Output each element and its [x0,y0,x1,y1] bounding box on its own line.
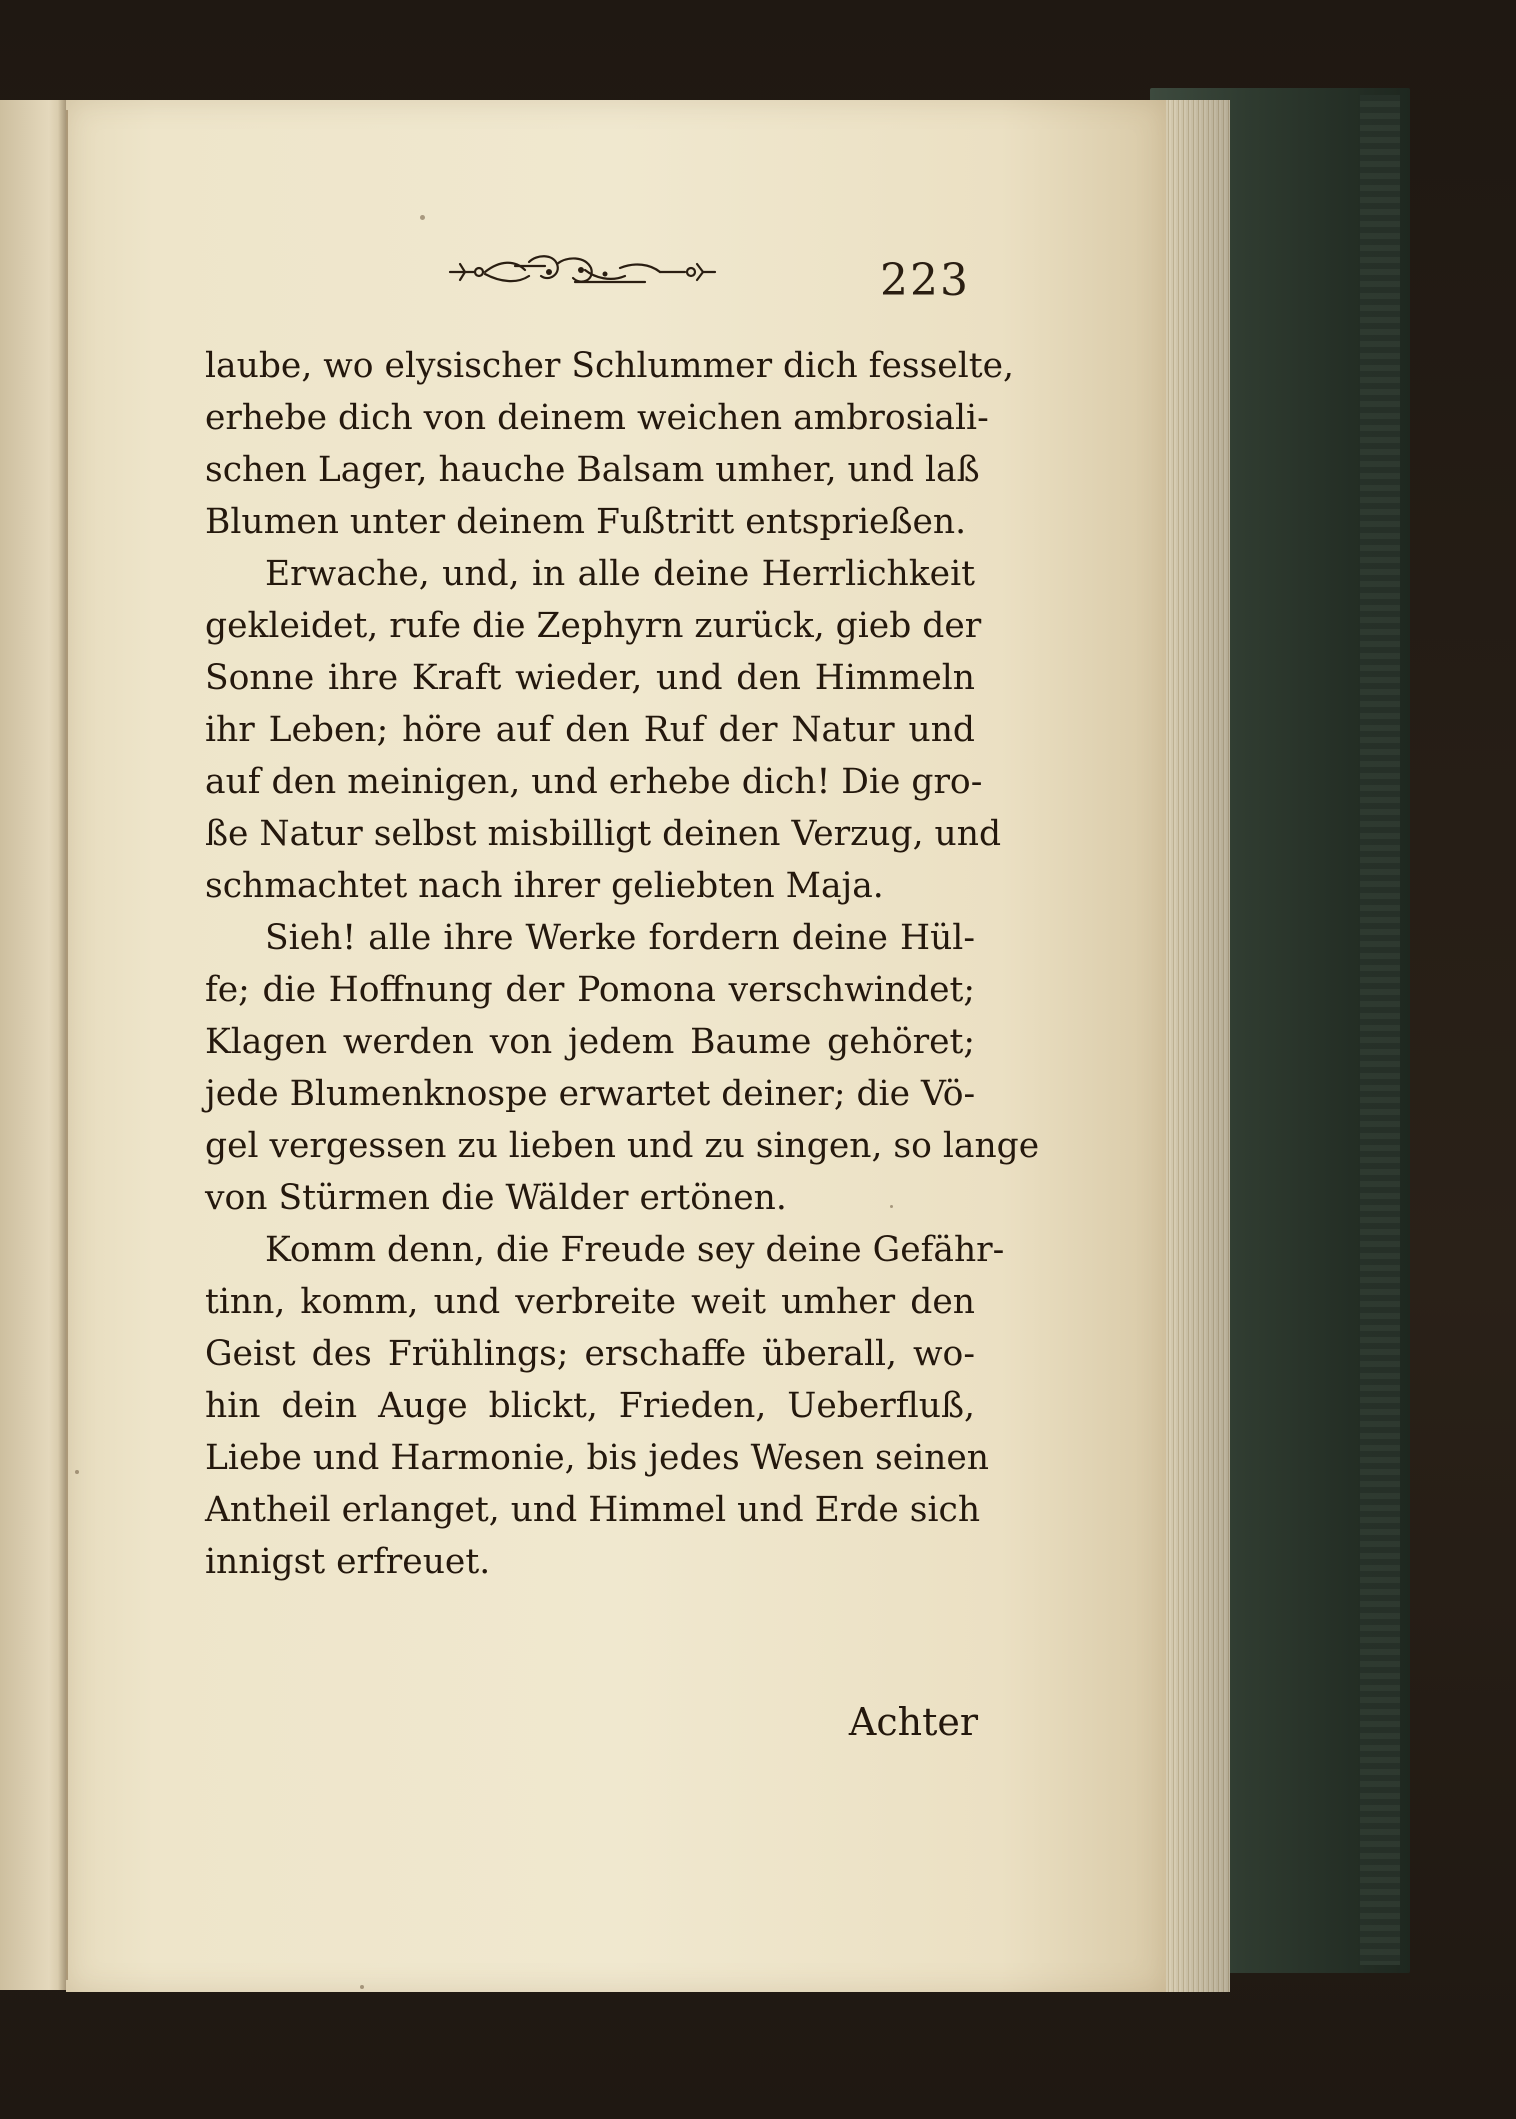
headpiece-ornament-icon [445,252,720,292]
text-line: von Stürmen die Wälder ertönen. [205,1178,787,1218]
text-line: tinn, komm, und verbreite weit umher den [205,1282,975,1322]
text-line: Sonne ihre Kraft wieder, und den Himmeln [205,658,975,698]
paragraph [205,548,1002,912]
paper-speck [890,1205,893,1208]
paragraph [205,912,1040,1224]
text-line: schmachtet nach ihrer geliebten Maja. [205,866,884,906]
paper-speck [75,1470,79,1474]
text-line: Sieh! alle ihre Werke fordern deine Hül- [265,918,975,958]
body-text [205,340,1040,1588]
text-line: Erwache, und, in alle deine Herrlichkeit [265,554,975,594]
text-line: Blumen unter deinem Fußtritt entsprießen. [205,502,967,542]
text-line: Klagen werden von jedem Baume gehöret; [205,1022,975,1062]
paper-speck [420,215,425,220]
text-line: gel vergessen zu lieben und zu singen, so lange [205,1126,1040,1166]
text-line: Liebe und Harmonie, bis jedes Wesen seinen [205,1438,990,1478]
paragraph [205,340,1014,548]
text-line: jede Blumenknospe erwartet deiner; die Vö- [205,1074,976,1114]
text-line: Komm denn, die Freude sey deine Gefähr- [265,1230,1005,1270]
text-line: hin dein Auge blickt, Frieden, Ueberfluß, [205,1386,975,1426]
text-line: ße Natur selbst misbilligt deinen Verzug, und [205,814,1002,854]
text-line: erhebe dich von deinem weichen ambrosiali- [205,398,989,438]
text-line: schen Lager, hauche Balsam umher, und laß [205,450,980,490]
cover-edge [1360,95,1400,1965]
catchword: Achter [848,1700,978,1744]
text-line: Antheil erlanget, und Himmel und Erde sich [205,1490,981,1530]
page-number: 223 [880,255,970,306]
gutter-line [66,110,68,1980]
text-line: Geist des Frühlings; erschaffe überall, wo- [205,1334,975,1374]
text-line: laube, wo elysischer Schlummer dich fesselte, [205,346,1014,386]
text-line: fe; die Hoffnung der Pomona verschwindet; [205,970,975,1010]
text-line: innigst erfreuet. [205,1542,491,1582]
paragraph [205,1224,1005,1588]
text-line: auf den meinigen, und erhebe dich! Die gro- [205,762,983,802]
text-line: ihr Leben; höre auf den Ruf der Natur und [205,710,975,750]
paper-speck [360,1985,364,1989]
page-block-shade [1166,100,1230,1992]
text-line: gekleidet, rufe die Zephyrn zurück, gieb der [205,606,982,646]
